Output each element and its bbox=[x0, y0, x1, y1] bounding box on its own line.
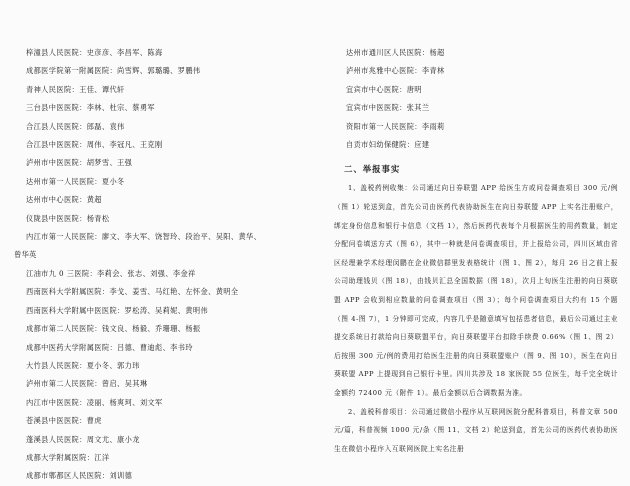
doctor-list-line: 合江县人民医院：郎磊、袁伟 bbox=[26, 121, 125, 131]
doctor-list-line: 苍溪县中医医院：曹虎 bbox=[26, 416, 102, 426]
doctor-list-line: 成都市第二人民医院：钱文良、杨毅、乔珊珊、杨振 bbox=[26, 324, 201, 334]
doctor-list-line: 达州市第一人民医院：夏小冬 bbox=[26, 176, 125, 186]
paragraph-2-text: 2、盖税科普项目：公司通过微信小程序从互联网医院分配科普项目，科普文章 500 元/篇，科普视频 1000 元/条（图 11、文档 2）轮送到盒，首先公司的医药代表协助医生在微信小程序入互联网医院上实名注册 bbox=[334, 407, 618, 453]
section-heading: 二、举报事实 bbox=[344, 164, 401, 175]
doctor-list-line: 内江市中医医院：凌丽、杨爽珂、刘文军 bbox=[26, 397, 163, 407]
doctor-list-line: 资阳市第一人民医院：李雨莉 bbox=[346, 121, 445, 131]
paragraph-1 bbox=[334, 179, 618, 402]
doctor-list-line: 蓬溪县人民医院：周文尤、康小龙 bbox=[26, 434, 140, 444]
doctor-list-line: 达州市通川区人民医院：杨超 bbox=[346, 48, 445, 57]
doctor-list-line: 西南医科大学附属医院：李戈、姜雪、马红艳、左怀金、黄明全 bbox=[26, 287, 239, 297]
doctor-list-line: 成都市郫都区人民医院：刘训德 bbox=[26, 471, 133, 481]
doctor-list-line: 江油市九 0 三医院：李莉会、张志、刘强、李金祥 bbox=[26, 268, 196, 278]
doctor-list-line: 三台县中医医院：李林、杜宗、蔡勇军 bbox=[26, 103, 155, 113]
doctor-list-line: 泸州市兆雅中心医院：李青林 bbox=[346, 66, 445, 76]
doctor-list-line: 曾华英 bbox=[14, 250, 37, 260]
doctor-list-line: 梓潼县人民医院：史彦彦、李昌军、陈海 bbox=[26, 48, 163, 57]
doctor-list-line: 西南医科大学附属中医医院：罗松涛、吴莉妮、黄明伟 bbox=[26, 305, 209, 315]
doctor-list-line: 内江市第一人民医院：廖文、李大军、饶智玲、段治平、吴阳、黄华、 bbox=[26, 232, 262, 242]
doctor-list-right-column bbox=[334, 44, 618, 154]
right-column bbox=[334, 44, 618, 458]
doctor-list-line: 宜宾市中医医院：张其兰 bbox=[346, 103, 430, 113]
doctor-list-line: 合江县中医医院：周伟、李冠凡、王克刚 bbox=[26, 140, 163, 150]
doctor-list-line: 仪陇县中医医院：杨青松 bbox=[26, 213, 110, 223]
doctor-list-line: 自贡市妇幼保健院：应建 bbox=[346, 140, 430, 150]
doctor-list-left-column bbox=[14, 44, 310, 486]
doctor-list-line: 成都大学附属医院：江洋 bbox=[26, 452, 110, 462]
paragraph-2 bbox=[334, 403, 618, 459]
doctor-list-line: 泸州市中医医院：胡梦雪、王强 bbox=[26, 158, 133, 168]
doctor-list-line: 成都中医药大学附属医院：吕德、曹迪彪、李书玲 bbox=[26, 342, 193, 352]
doctor-list-line: 大竹县人民医院：夏小冬、郭力玮 bbox=[26, 360, 140, 370]
doctor-list-line: 泸州市第二人民医院：曾启、吴其琳 bbox=[26, 379, 148, 389]
paragraph-1-text: 1、盖税药例收集：公司通过向日券联盟 APP 给医生方或问卷调查项目 300 元/例（图 1）轮送到盒，首先公司由医药代表协助医生在向日券联盟 APP 上实名注册账户，绑定身份信息和银行卡信息（文档 1），然后医药代表每个月根据医生的用药数量，制定分配问卷填送方式（图 6），其中一种就是问卷调查项目，并上报给公司，四川区域由省区经理兼学术经理闵鹏在企业微信群里发表格统计（图 1、图 2），每月 26 日之前上报公司助理钱贝（图 18），由钱贝汇总全国数据（图 18），次月上旬医生注册的向日葵联盟 APP 会收到相应数量的问卷调查项目（图 3）；每个问卷调查项目大约有 15 个题（图 4-图 7），1 分钟即可完成，内容几乎是随意填写包括患者信息，最后公司通过主业提交系统日打款给向日葵联盟平台，向日葵联盟平台扣除手续费 0.66%（图 1、图 2）后按照 300 元/例的费用打给医生注册的向日葵联盟账户（图 9、图 10），医生在向日葵联盟 APP 上提现到自己银行卡里。四川共涉及 18 家医院 55 位医生，每千完全统计金额约 72400 元（附件 1）。最后金额以后合调数据为准。 bbox=[334, 184, 618, 397]
doctor-list-line: 成都医学院第一附属医院：尚雪辉、郭璐璐、罗鹏伟 bbox=[26, 66, 201, 76]
doctor-list-line: 青神人民医院：王佳、谭代轩 bbox=[26, 84, 125, 94]
doctor-list-line: 达州市中心医院：黄超 bbox=[26, 195, 102, 205]
doctor-list-line: 宜宾市中心医院：唐明 bbox=[346, 84, 422, 94]
